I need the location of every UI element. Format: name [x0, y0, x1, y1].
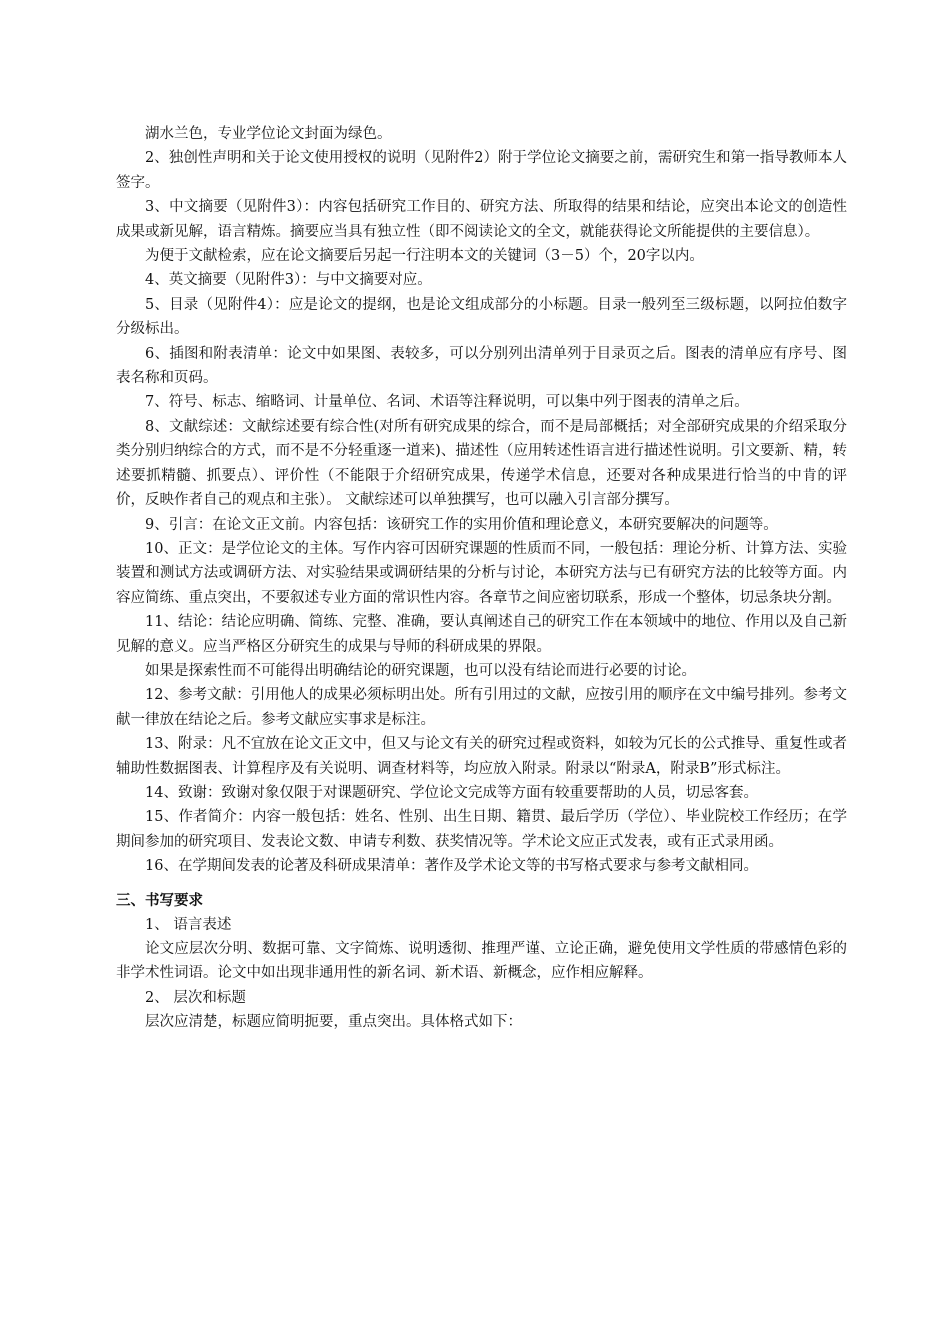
paragraph-exploratory: 如果是探索性而不可能得出明确结论的研究课题，也可以没有结论而进行必要的讨论。	[145, 662, 696, 679]
paragraph-publications: 16、在学期间发表的论著及科研成果清单：著作及学术论文等的书写格式要求与参考文献相同。	[145, 858, 758, 875]
paragraph-author-bio: 15、作者简介：内容一般包括：姓名、性别、出生日期、籍贯、最后学历（学位）、毕业院校工作经历；在学期间参加的研究项目、发表论文数、申请专利数、获奖情况等。学术论文应正式发表，或有正式录用函。	[116, 809, 847, 850]
subheading-language: 1、 语言表述	[145, 916, 232, 933]
subheading-levels-titles: 2、 层次和标题	[145, 989, 246, 1006]
paragraph-literature-review: 8、文献综述：文献综述要有综合性(对所有研究成果的综合，而不是局部概括；对全部研究成果的介绍采取分类分别归纳综合的方式，而不是不分轻重逐一道来)、描述性（应用转述性语言进行描述性说明。引文要新、精，转述要抓精髓、抓要点）、评价性（不能限于介绍研究成果，传递学术信息，还要对各种成果进行恰当的中肯的评价，反映作者自己的观点和主张）。 文献综述可以单独撰写，也可以融入引言部分撰写。	[116, 418, 847, 509]
paragraph-originality-statement: 2、独创性声明和关于论文使用授权的说明（见附件2）附于学位论文摘要之前，需研究生和第一指导教师本人签字。	[116, 150, 847, 191]
paragraph-table-of-contents: 5、目录（见附件4）：应是论文的提纲，也是论文组成部分的小标题。目录一般列至三级标题，以阿拉伯数字分级标出。	[116, 296, 847, 338]
document-body	[116, 122, 847, 1035]
paragraph-references: 12、参考文献：引用他人的成果必须标明出处。所有引用过的文献，应按引用的顺序在文中编号排列。参考文献一律放在结论之后。参考文献应实事求是标注。	[116, 687, 847, 728]
paragraph-levels-titles: 层次应清楚，标题应简明扼要，重点突出。具体格式如下：	[145, 1014, 522, 1031]
paragraph-keywords: 为便于文献检索，应在论文摘要后另起一行注明本文的关键词（3－5）个，20字以内。	[145, 248, 704, 265]
paragraph-symbols: 7、符号、标志、缩略词、计量单位、名词、术语等注释说明，可以集中列于图表的清单之后。	[145, 394, 749, 411]
paragraph-cover-color: 湖水兰色，专业学位论文封面为绿色。	[145, 126, 392, 142]
paragraph-conclusion: 11、结论：结论应明确、简练、完整、准确，要认真阐述自己的研究工作在本领域中的地位、作用以及自己新见解的意义。应当严格区分研究生的成果与导师的科研成果的界限。	[116, 614, 847, 655]
paragraph-appendix: 13、附录：凡不宜放在论文正文中，但又与论文有关的研究过程或资料，如较为冗长的公式推导、重复性或者辅助性数据图表、计算程序及有关说明、调查材料等，均应放入附录。附录以“附录A，附录B”形式标注。	[116, 736, 847, 777]
paragraph-english-abstract: 4、英文摘要（见附件3）：与中文摘要对应。	[145, 272, 432, 289]
paragraph-acknowledgement: 14、致谢：致谢对象仅限于对课题研究、学位论文完成等方面有较重要帮助的人员，切忌客套。	[145, 784, 758, 801]
section-heading-writing-requirements: 三、书写要求	[116, 892, 203, 909]
paragraph-main-text: 10、正文：是学位论文的主体。写作内容可因研究课题的性质而不同，一般包括：理论分析、计算方法、实验装置和测试方法或调研方法、对实验结果或调研结果的分析与讨论，本研究方法与已有研究方法的比较等方面。内容应简练、重点突出，不要叙述专业方面的常识性内容。各章节之间应密切联系，形成一个整体，切忌条块分割。	[116, 540, 847, 606]
paragraph-chinese-abstract: 3、中文摘要（见附件3）：内容包括研究工作目的、研究方法、所取得的结果和结论，应突出本论文的创造性成果或新见解，语言精炼。摘要应当具有独立性（即不阅读论文的全文，就能获得论文所能提供的主要信息）。	[116, 199, 847, 240]
paragraph-language: 论文应层次分明、数据可靠、文字简炼、说明透彻、推理严谨、立论正确，避免使用文学性质的带感情色彩的非学术性词语。论文中如出现非通用性的新名词、新术语、新概念，应作相应解释。	[116, 941, 847, 982]
paragraph-figures-tables-list: 6、插图和附表清单：论文中如果图、表较多，可以分别列出清单列于目录页之后。图表的清单应有序号、图表名称和页码。	[116, 345, 847, 387]
paragraph-introduction: 9、引言：在论文正文前。内容包括：该研究工作的实用价值和理论意义，本研究要解决的问题等。	[145, 516, 778, 533]
